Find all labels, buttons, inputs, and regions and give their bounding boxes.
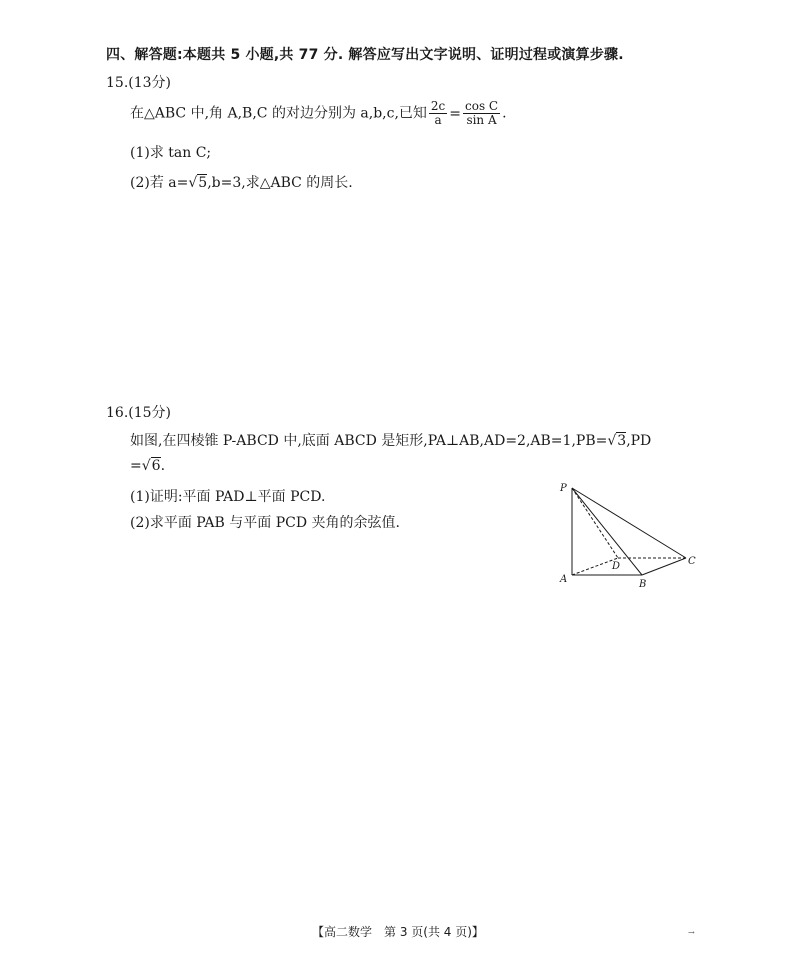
- q15-stem-prefix: 在△ABC 中,角 A,B,C 的对边分别为 a,b,c,已知: [130, 105, 427, 122]
- sqrt-symbol: √: [607, 433, 617, 449]
- q16-line2-prefix: =: [130, 458, 142, 474]
- q15-fraction-2c-over-a: [429, 100, 447, 127]
- label-c: C: [688, 556, 696, 567]
- q15-part2: [130, 172, 353, 192]
- label-p: P: [560, 483, 567, 494]
- q15-frac1-denominator: a: [429, 113, 447, 127]
- edge-pd: [572, 488, 618, 558]
- q16-number: 16.(15分): [106, 405, 172, 421]
- sqrt-radicand: 6: [151, 458, 161, 474]
- q15-part2-suffix: ,b=3,求△ABC 的周长.: [207, 175, 353, 191]
- q15-equals: =: [449, 105, 461, 122]
- q16-stem-line1: [130, 430, 651, 450]
- pyramid-diagram: [556, 478, 706, 590]
- q16-sqrt-3: [607, 433, 626, 449]
- label-d: D: [612, 561, 621, 572]
- q15-frac2-numerator: cos C: [465, 99, 499, 113]
- section-title: 四、解答题:本题共 5 小题,共 77 分. 解答应写出文字说明、证明过程或演算步骤.: [106, 47, 624, 63]
- sqrt-symbol: √: [188, 175, 198, 191]
- q15-number: 15.(13分): [106, 75, 172, 91]
- q16-stem-line2: [130, 458, 165, 474]
- q15-frac1-numerator: 2c: [430, 99, 446, 113]
- q15-sqrt-5: [188, 175, 207, 191]
- q16-part1: (1)证明:平面 PAD⊥平面 PCD.: [130, 489, 326, 505]
- label-a: A: [560, 574, 568, 585]
- q16-part2: (2)求平面 PAB 与平面 PCD 夹角的余弦值.: [130, 515, 400, 531]
- edge-pc: [572, 488, 686, 558]
- edge-bc: [642, 558, 686, 575]
- scan-mark: →: [688, 928, 695, 937]
- sqrt-symbol: √: [141, 458, 151, 474]
- label-b: B: [639, 579, 647, 590]
- q16-line1-prefix: 如图,在四棱锥 P-ABCD 中,底面 ABCD 是矩形,PA⊥AB,AD=2,AB=1,PB=: [130, 433, 608, 449]
- q15-part2-prefix: (2)若 a=: [130, 175, 189, 191]
- page-footer: 【高二数学 第 3 页(共 4 页)】: [312, 925, 484, 939]
- q15-stem: [130, 100, 507, 127]
- q15-fraction-cos-over-sin: [463, 100, 500, 127]
- sqrt-radicand: 5: [198, 175, 208, 191]
- q15-part1: (1)求 tan C;: [130, 145, 212, 161]
- q16-sqrt-6: [142, 458, 161, 474]
- q16-line2-suffix: .: [160, 458, 166, 474]
- pyramid-figure: [556, 478, 706, 594]
- sqrt-radicand: 3: [617, 433, 627, 449]
- q15-stem-suffix: .: [502, 105, 507, 122]
- q16-line1-suffix: ,PD: [626, 433, 652, 449]
- q15-frac2-denominator: sin A: [463, 113, 500, 127]
